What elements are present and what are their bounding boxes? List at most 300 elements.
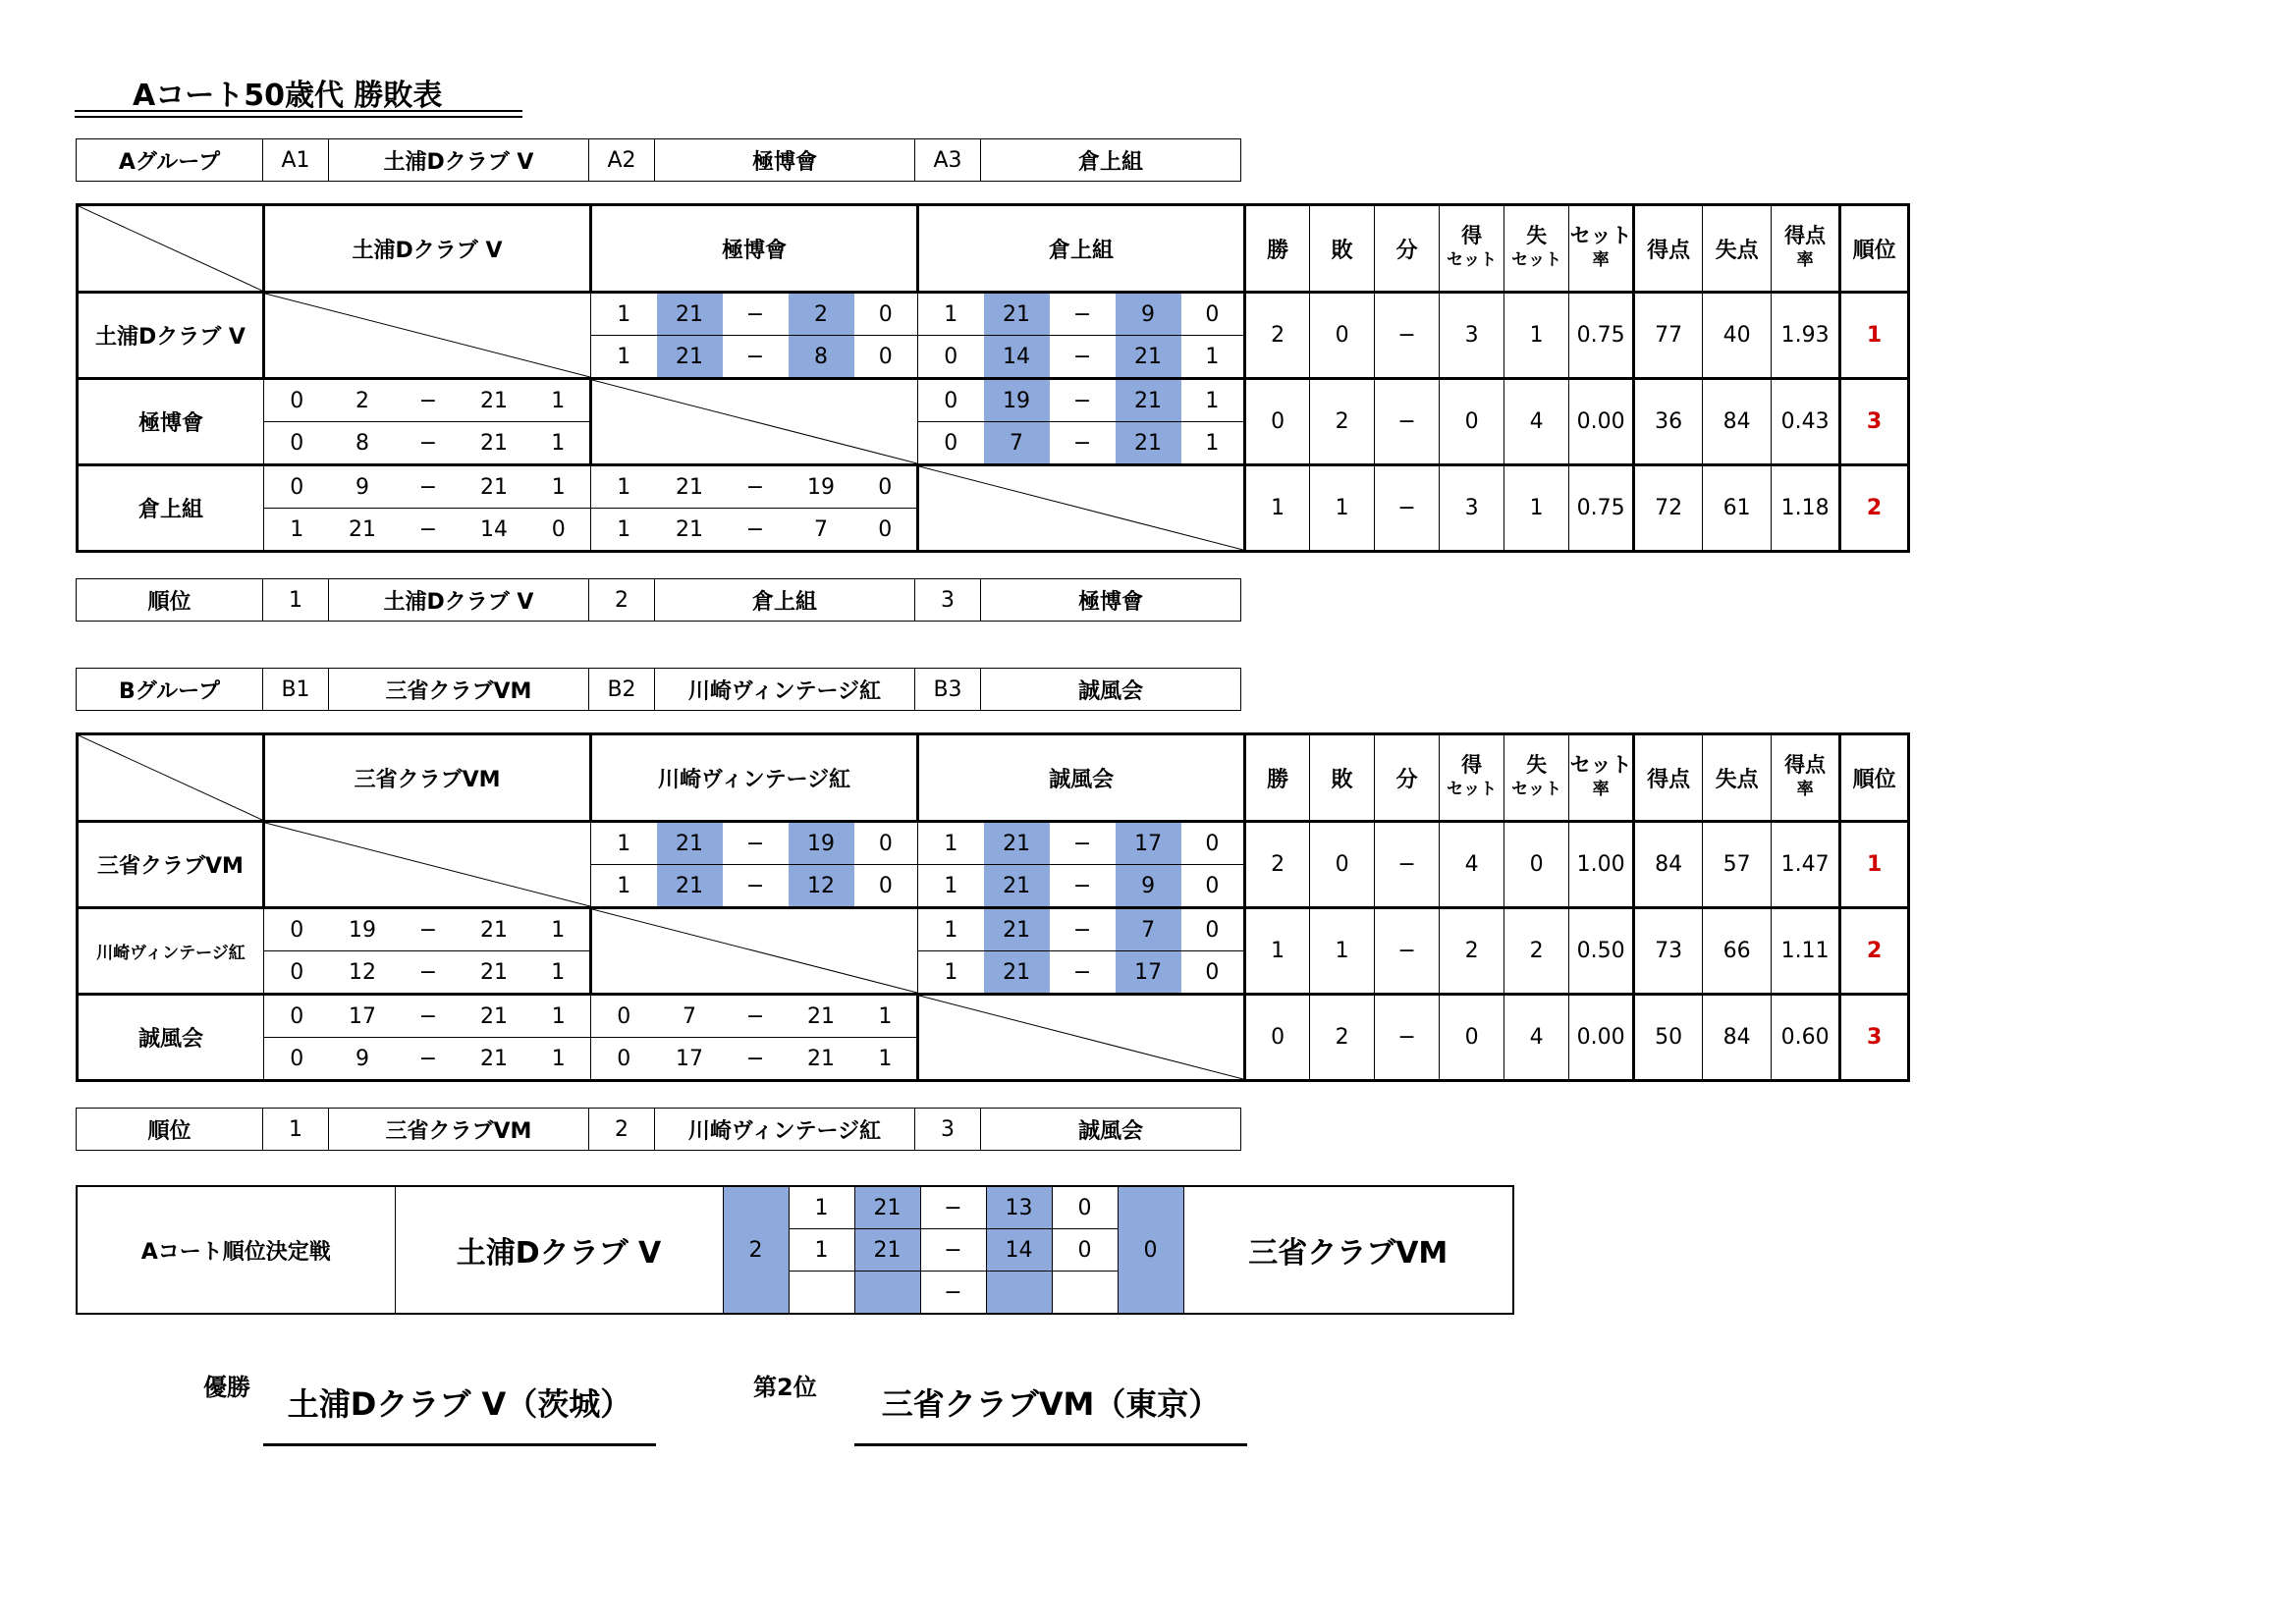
groupB-stat-l: 1 [1310,908,1375,995]
groupA-score-cell: − [723,465,789,509]
groupA-stat-d: − [1375,379,1440,465]
groupA-code: A1 [263,139,329,182]
groupB-ranking-cell: 3 [915,1109,981,1151]
final-game-cell: − [920,1272,986,1315]
groupB-ranking-cell: 1 [263,1109,329,1151]
groupA-score-cell: 21 [984,293,1050,336]
groupA-stat-gs: 0 [1440,379,1504,465]
groupB-ranking-cell: 川崎ヴィンテージ紅 [655,1109,915,1151]
groupA-team-name: 土浦Dクラブ V [329,139,589,182]
groupB-stat-l: 2 [1310,995,1375,1081]
groupA-score-cell: − [1050,422,1116,465]
groupB-score-cell: − [723,865,789,908]
groupB-score-cell: − [396,995,462,1038]
groupA-ranking-cell: 1 [263,579,329,622]
groupA-score-cell: − [396,465,462,509]
groupA-stat-pa: 61 [1703,465,1772,552]
groupA-score-cell: 21 [657,293,723,336]
point-ratio-header [1772,205,1840,293]
groupA-score-cell: 9 [330,465,396,509]
losses-header: 敗 [1310,734,1375,822]
groupA-score-cell: − [723,336,789,379]
groupA-score-cell: 1 [591,293,657,336]
groupA-score-cell: 19 [789,465,854,509]
groupB-code: B3 [915,669,981,711]
groupA-stat-w: 1 [1245,465,1310,552]
groupA-score-cell: − [723,293,789,336]
point-ratio-header-line1: 得点 [1784,753,1827,777]
groupB-stat-pf: 73 [1634,908,1703,995]
final-sets1: 2 [723,1186,789,1314]
final-game-cell: 21 [854,1186,920,1229]
groupA-score-cell: 21 [1116,336,1181,379]
groupB-score-cell: 21 [984,865,1050,908]
groupA-ranking-label: 順位 [77,579,263,622]
sets-won-header-line1: 得 [1461,224,1483,247]
groupB-score-cell: 21 [789,995,854,1038]
groupA-score-cell: 1 [591,336,657,379]
groupB-score-cell: 1 [591,865,657,908]
groupA-score-cell: 8 [330,422,396,465]
groupA-score-cell: 2 [330,379,396,422]
groupA-score-cell: 0 [918,379,984,422]
groupB-score-cell: 1 [527,908,591,951]
groupA-info-table [76,138,1241,182]
groupB-score-cell: 1 [918,865,984,908]
groupB-score-cell: 0 [264,951,330,995]
groupB-ranking-cell: 三省クラブVM [329,1109,589,1151]
groupB-stat-gs: 0 [1440,995,1504,1081]
groupA-row-team: 倉上組 [78,465,264,552]
groupB-stat-pa: 66 [1703,908,1772,995]
groupA-stat-rank: 1 [1840,293,1909,379]
groupB-score-cell: 1 [918,908,984,951]
groupA-stat-l: 1 [1310,465,1375,552]
self-match-diagonal [918,465,1245,552]
groupB-score-cell: 21 [657,865,723,908]
groupB-stat-l: 0 [1310,822,1375,908]
final-game-cell: 14 [986,1229,1052,1272]
groupB-score-cell: − [396,1038,462,1081]
groupA-stat-sr: 0.75 [1569,465,1634,552]
sets-lost-header [1504,205,1569,293]
sets-lost-header-line1: 失 [1526,753,1548,777]
point-ratio-header-line1: 得点 [1784,224,1827,247]
groupB-ranking-label: 順位 [77,1109,263,1151]
groupA-score-cell: 0 [264,379,330,422]
groupB-stat-pr: 1.47 [1772,822,1840,908]
groupB-score-cell: 21 [462,1038,527,1081]
points-against-header: 失点 [1703,734,1772,822]
second-team: 三省クラブVM（東京） [881,1385,1221,1423]
groupA-score-cell: 0 [264,465,330,509]
groupB-score-cell: 1 [527,951,591,995]
groupA-score-cell: − [396,509,462,552]
set-ratio-header-line2: 率 [1592,780,1610,799]
groupB-score-cell: − [723,822,789,865]
groupB-score-cell: 0 [264,995,330,1038]
groupB-stat-d: − [1375,995,1440,1081]
set-ratio-header [1569,205,1634,293]
groupA-stat-w: 2 [1245,293,1310,379]
groupA-stat-d: − [1375,465,1440,552]
final-game-cell: 13 [986,1186,1052,1229]
groupA-score-cell: 1 [918,293,984,336]
groupA-stat-gs: 3 [1440,465,1504,552]
groupB-score-cell: 0 [854,865,918,908]
draws-header: 分 [1375,734,1440,822]
groupA-stat-sr: 0.75 [1569,293,1634,379]
groupA-score-cell: 0 [854,465,918,509]
final-team2: 三省クラブVM [1183,1186,1513,1314]
set-ratio-header-line2: 率 [1592,250,1610,270]
groupA-team-name: 極博會 [655,139,915,182]
groupB-score-cell: 9 [1116,865,1181,908]
sets-lost-header-line1: 失 [1526,224,1548,247]
second-underline [854,1443,1247,1446]
groupB-score-cell: 17 [657,1038,723,1081]
groupA-score-cell: 0 [1181,293,1245,336]
groupB-col-team: 誠風会 [918,734,1245,822]
point-ratio-header [1772,734,1840,822]
self-match-diagonal [591,379,918,465]
groupB-score-cell: 19 [789,822,854,865]
groupA-col-team: 土浦Dクラブ V [264,205,591,293]
groupA-score-cell: 1 [527,422,591,465]
groupB-score-cell: 21 [789,1038,854,1081]
groupB-score-cell: 0 [1181,865,1245,908]
groupB-stat-gs: 2 [1440,908,1504,995]
groupB-stat-sr: 0.50 [1569,908,1634,995]
final-game-cell [854,1272,920,1315]
groupB-score-cell: 1 [591,822,657,865]
groupA-score-cell: 21 [657,336,723,379]
groupB-stat-rank: 3 [1840,995,1909,1081]
page-title: Aコート50歳代 勝敗表 [133,79,443,113]
losses-header: 敗 [1310,205,1375,293]
groupB-score-cell: 21 [462,951,527,995]
groupA-score-cell: 14 [462,509,527,552]
groupA-stat-ls: 4 [1504,379,1569,465]
sets-lost-header-line2: セット [1511,250,1562,270]
groupA-stat-ls: 1 [1504,465,1569,552]
groupB-score-cell: 17 [1116,822,1181,865]
groupA-stat-rank: 3 [1840,379,1909,465]
groupB-stat-pa: 84 [1703,995,1772,1081]
groupA-score-cell: 7 [789,509,854,552]
groupB-team-name: 川崎ヴィンテージ紅 [655,669,915,711]
groupA-score-cell: 21 [1116,422,1181,465]
groupA-score-cell: 1 [1181,379,1245,422]
groupB-stat-pa: 57 [1703,822,1772,908]
groupA-ranking-table [76,578,1241,622]
groupA-ranking-cell: 倉上組 [655,579,915,622]
final-game-cell: 1 [789,1186,854,1229]
groupB-score-cell: − [1050,908,1116,951]
groupB-score-cell: 0 [854,822,918,865]
points-for-header: 得点 [1634,205,1703,293]
groupB-stat-pr: 1.11 [1772,908,1840,995]
groupB-score-cell: 7 [1116,908,1181,951]
groupB-score-cell: 1 [918,822,984,865]
groupB-score-cell: 21 [984,951,1050,995]
groupA-score-cell: 0 [264,422,330,465]
sets-won-header-line2: セット [1447,250,1498,270]
final-team1: 土浦Dクラブ V [395,1186,723,1314]
groupB-score-cell: 9 [330,1038,396,1081]
groupB-score-cell: − [396,908,462,951]
rank-header: 順位 [1840,205,1909,293]
groupB-ranking-cell: 誠風会 [981,1109,1241,1151]
groupA-label: Aグループ [77,139,263,182]
groupA-score-cell: 7 [984,422,1050,465]
self-match-diagonal [264,822,591,908]
groupA-score-cell: 21 [657,465,723,509]
groupA-row-team: 土浦Dクラブ V [78,293,264,379]
groupB-stat-ls: 4 [1504,995,1569,1081]
groupA-score-cell: 1 [1181,422,1245,465]
groupB-team-name: 誠風会 [981,669,1241,711]
groupB-stat-d: − [1375,908,1440,995]
groupA-ranking-cell: 極博會 [981,579,1241,622]
points-against-header: 失点 [1703,205,1772,293]
groupA-score-cell: 0 [854,293,918,336]
champion-underline [263,1443,656,1446]
groupB-stat-ls: 2 [1504,908,1569,995]
second-label: 第2位 [753,1374,817,1401]
set-ratio-header [1569,734,1634,822]
champion-label: 優勝 [203,1374,250,1401]
groupA-score-cell: 9 [1116,293,1181,336]
final-game-cell: 0 [1052,1186,1118,1229]
groupB-stat-pf: 50 [1634,995,1703,1081]
self-match-diagonal [591,908,918,995]
groupB-stat-gs: 4 [1440,822,1504,908]
groupB-score-cell: − [396,951,462,995]
final-game-cell [986,1272,1052,1315]
wins-header: 勝 [1245,734,1310,822]
groupA-stat-pa: 40 [1703,293,1772,379]
groupA-stat-ls: 1 [1504,293,1569,379]
groupA-stat-pr: 1.93 [1772,293,1840,379]
groupA-score-cell: 1 [591,509,657,552]
points-for-header: 得点 [1634,734,1703,822]
groupB-score-cell: 12 [789,865,854,908]
diagonal-header-cell [78,734,264,822]
self-match-diagonal [918,995,1245,1081]
final-sets2: 0 [1118,1186,1183,1314]
groupA-stat-pf: 36 [1634,379,1703,465]
groupA-score-cell: 21 [657,509,723,552]
groupB-score-cell: − [1050,822,1116,865]
final-game-cell [789,1272,854,1315]
groupB-score-cell: − [1050,951,1116,995]
groupB-col-team: 三省クラブVM [264,734,591,822]
groupA-score-cell: 1 [591,465,657,509]
groupA-score-cell: 8 [789,336,854,379]
groupB-score-cell: 1 [854,995,918,1038]
groupB-team-name: 三省クラブVM [329,669,589,711]
set-ratio-header-line1: セット [1569,224,1632,247]
groupA-score-cell: 0 [918,422,984,465]
groupB-stat-w: 1 [1245,908,1310,995]
groupB-score-cell: − [723,995,789,1038]
groupB-score-cell: 21 [462,908,527,951]
groupA-score-cell: 0 [854,336,918,379]
point-ratio-header-line2: 率 [1796,780,1814,799]
groupA-code: A3 [915,139,981,182]
groupB-stat-sr: 1.00 [1569,822,1634,908]
groupB-stat-w: 0 [1245,995,1310,1081]
groupA-score-cell: − [396,379,462,422]
diagonal-header-cell [78,205,264,293]
final-game-cell: 0 [1052,1229,1118,1272]
final-game-cell: − [920,1186,986,1229]
groupA-score-cell: 21 [330,509,396,552]
groupB-score-cell: 21 [657,822,723,865]
groupB-stat-d: − [1375,822,1440,908]
groupB-score-cell: 0 [264,1038,330,1081]
groupA-stat-sr: 0.00 [1569,379,1634,465]
groupB-score-cell: 21 [984,822,1050,865]
groupA-row-team: 極博會 [78,379,264,465]
groupB-score-cell: 0 [1181,951,1245,995]
groupA-stat-l: 0 [1310,293,1375,379]
groupA-score-cell: − [1050,379,1116,422]
groupB-stat-ls: 0 [1504,822,1569,908]
groupA-col-team: 極博會 [591,205,918,293]
groupB-row-team: 誠風会 [78,995,264,1081]
champion-team: 土浦Dクラブ V（茨城） [287,1385,632,1423]
groupB-col-team: 川崎ヴィンテージ紅 [591,734,918,822]
groupA-score-cell: 1 [264,509,330,552]
groupA-score-cell: 21 [462,422,527,465]
groupB-stat-rank: 1 [1840,822,1909,908]
final-game-cell [1052,1272,1118,1315]
groupA-score-cell: − [396,422,462,465]
groupA-ranking-cell: 2 [589,579,655,622]
groupB-stat-rank: 2 [1840,908,1909,995]
groupA-stat-pr: 1.18 [1772,465,1840,552]
final-game-cell: 1 [789,1229,854,1272]
groupA-score-cell: 0 [918,336,984,379]
groupA-score-cell: − [723,509,789,552]
groupA-stat-d: − [1375,293,1440,379]
sets-won-header-line2: セット [1447,780,1498,799]
groupA-stat-l: 2 [1310,379,1375,465]
groupA-score-cell: − [1050,293,1116,336]
groupB-ranking-table [76,1108,1241,1151]
groupB-score-cell: 17 [330,995,396,1038]
groupA-stat-gs: 3 [1440,293,1504,379]
groupB-score-cell: − [723,1038,789,1081]
sets-won-header-line1: 得 [1461,753,1483,777]
groupA-score-cell: 14 [984,336,1050,379]
groupA-code: A2 [589,139,655,182]
groupA-results-table [76,203,1910,553]
groupA-score-cell: 1 [527,379,591,422]
groupA-score-cell: 0 [854,509,918,552]
groupB-score-cell: 0 [264,908,330,951]
wins-header: 勝 [1245,205,1310,293]
groupA-score-cell: 0 [527,509,591,552]
groupA-score-cell: 21 [462,465,527,509]
groupB-stat-pr: 0.60 [1772,995,1840,1081]
groupA-score-cell: 21 [462,379,527,422]
final-game-cell: − [920,1229,986,1272]
groupB-score-cell: 0 [1181,908,1245,951]
groupB-score-cell: 21 [984,908,1050,951]
groupB-score-cell: 1 [527,995,591,1038]
groupA-stat-pa: 84 [1703,379,1772,465]
final-game-cell: 21 [854,1229,920,1272]
sets-lost-header [1504,734,1569,822]
groupB-label: Bグループ [77,669,263,711]
groupB-row-team: 川崎ヴィンテージ紅 [78,908,264,995]
groupB-score-cell: 1 [527,1038,591,1081]
groupA-stat-pr: 0.43 [1772,379,1840,465]
groupB-row-team: 三省クラブVM [78,822,264,908]
final-match-table [76,1185,1514,1315]
groupB-score-cell: 21 [462,995,527,1038]
groupB-stat-w: 2 [1245,822,1310,908]
groupB-stat-pf: 84 [1634,822,1703,908]
sets-lost-header-line2: セット [1511,780,1562,799]
groupB-info-table [76,668,1241,711]
groupA-stat-pf: 72 [1634,465,1703,552]
groupA-col-team: 倉上組 [918,205,1245,293]
groupA-stat-rank: 2 [1840,465,1909,552]
title-underline [75,110,522,112]
groupB-ranking-cell: 2 [589,1109,655,1151]
groupA-score-cell: 1 [527,465,591,509]
groupB-code: B2 [589,669,655,711]
title-underline-2 [75,116,522,118]
groupA-score-cell: 19 [984,379,1050,422]
rank-header: 順位 [1840,734,1909,822]
set-ratio-header-line1: セット [1569,753,1632,777]
groupB-code: B1 [263,669,329,711]
groupA-team-name: 倉上組 [981,139,1241,182]
groupA-score-cell: 1 [1181,336,1245,379]
groupA-stat-pf: 77 [1634,293,1703,379]
final-label: Aコート順位決定戦 [77,1186,395,1314]
groupB-score-cell: 1 [918,951,984,995]
groupB-score-cell: 19 [330,908,396,951]
groupA-ranking-cell: 土浦Dクラブ V [329,579,589,622]
self-match-diagonal [264,293,591,379]
draws-header: 分 [1375,205,1440,293]
groupA-score-cell: 2 [789,293,854,336]
groupA-score-cell: − [1050,336,1116,379]
groupB-score-cell: 1 [854,1038,918,1081]
groupA-score-cell: 21 [1116,379,1181,422]
groupB-score-cell: 7 [657,995,723,1038]
groupB-results-table [76,732,1910,1082]
groupA-stat-w: 0 [1245,379,1310,465]
groupB-score-cell: 12 [330,951,396,995]
groupB-stat-sr: 0.00 [1569,995,1634,1081]
groupB-score-cell: 17 [1116,951,1181,995]
groupB-score-cell: − [1050,865,1116,908]
point-ratio-header-line2: 率 [1796,250,1814,270]
groupA-ranking-cell: 3 [915,579,981,622]
sets-won-header [1440,205,1504,293]
groupB-score-cell: 0 [591,1038,657,1081]
sets-won-header [1440,734,1504,822]
groupB-score-cell: 0 [1181,822,1245,865]
groupB-score-cell: 0 [591,995,657,1038]
